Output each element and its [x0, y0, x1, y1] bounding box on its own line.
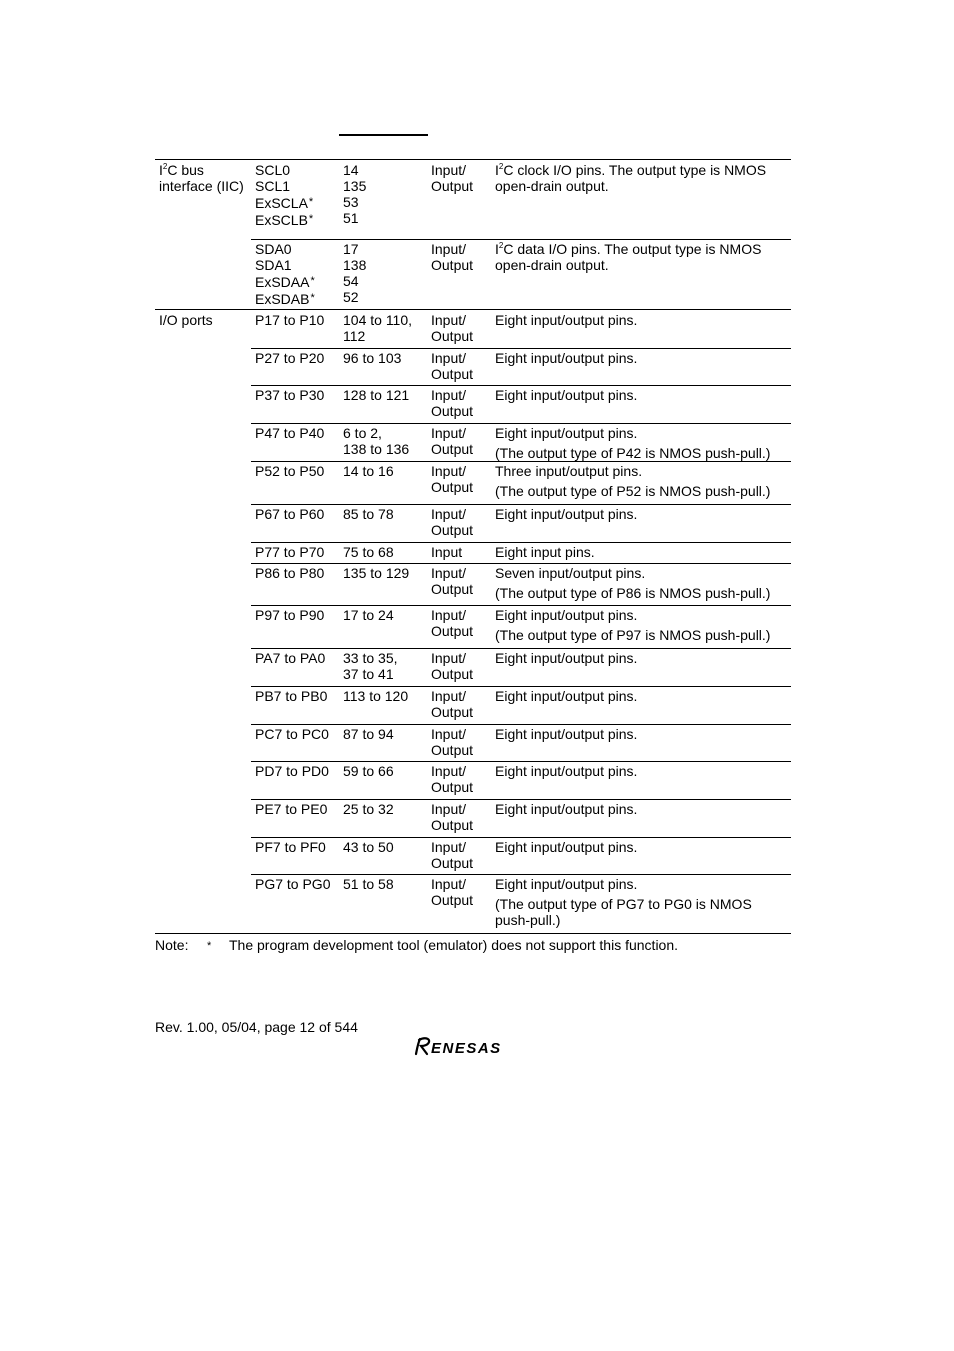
description-cell [495, 387, 791, 403]
pin-symbol: PD7 to PD0 [255, 763, 329, 779]
io-direction: Input/ [431, 463, 467, 479]
description-line: Eight input/output pins. [495, 350, 638, 366]
io-direction: Input/ [431, 688, 467, 704]
io-direction: Output [431, 623, 474, 639]
io-cell [431, 650, 493, 682]
page-footer: Rev. 1.00, 05/04, page 12 of 544 [155, 1019, 358, 1035]
io-cell [431, 162, 493, 194]
description-line: Eight input/output pins. [495, 688, 638, 704]
description-cell [495, 801, 791, 817]
pin-number-cell [343, 425, 429, 457]
description-line: Eight input pins. [495, 544, 595, 560]
symbol-cell [255, 312, 341, 328]
pin-number: 112 [343, 328, 366, 344]
symbol-cell [255, 650, 341, 666]
description-line: Eight input/output pins. [495, 312, 638, 328]
pin-number: 128 to 121 [343, 387, 410, 403]
description-cell [495, 463, 791, 499]
pin-symbol: PC7 to PC0 [255, 726, 329, 742]
pin-symbol: ExSDAA* [255, 274, 315, 290]
table-row [251, 310, 791, 349]
table-row [251, 160, 791, 240]
io-direction: Input [431, 544, 463, 560]
description-line: Eight input/output pins. [495, 726, 638, 742]
table-row [251, 563, 791, 606]
symbol-cell [255, 425, 341, 441]
description-line: Eight input/output pins. [495, 387, 638, 403]
description-cell [495, 650, 791, 666]
description-line: (The output type of P42 is NMOS push-pull.) [495, 445, 771, 461]
symbol-cell [255, 726, 341, 742]
svg-text:ENESAS: ENESAS [431, 1040, 502, 1057]
io-direction: Output [431, 366, 474, 382]
description-cell [495, 565, 791, 601]
table-row [251, 504, 791, 543]
io-direction: Output [431, 704, 474, 720]
symbol-cell [255, 607, 341, 623]
pin-number-cell [343, 544, 429, 560]
io-direction: Output [431, 178, 474, 194]
table-row [251, 837, 791, 875]
table-row [251, 799, 791, 838]
pin-number: 135 to 129 [343, 565, 410, 581]
table-row [251, 348, 791, 386]
symbol-cell [255, 839, 341, 855]
note-label: Note: [155, 937, 189, 953]
pin-symbol: SDA0 [255, 241, 292, 257]
table-row [251, 724, 791, 762]
table-row [251, 461, 791, 505]
description-line: $I^2C$ data I/O pins. The output type is NMOS [495, 241, 762, 257]
pin-function-table [155, 159, 791, 934]
pin-number-cell [343, 387, 429, 403]
io-direction: Input/ [431, 763, 467, 779]
pin-symbol: PF7 to PF0 [255, 839, 326, 855]
pin-symbol: ExSCLA* [255, 195, 314, 211]
symbol-cell [255, 463, 341, 479]
pin-number: 33 to 35, [343, 650, 398, 666]
io-direction: Input/ [431, 425, 467, 441]
pin-number: 51 [343, 210, 359, 226]
note-text: The program development tool (emulator) does not support this function. [229, 937, 679, 953]
io-cell [431, 565, 493, 597]
pin-symbol: P37 to P30 [255, 387, 325, 403]
pin-symbol: PA7 to PA0 [255, 650, 326, 666]
symbol-cell [255, 801, 341, 817]
io-direction: Input/ [431, 350, 467, 366]
renesas-logo-mark [414, 1035, 534, 1057]
io-direction: Output [431, 779, 474, 795]
pin-number: 87 to 94 [343, 726, 394, 742]
io-direction: Output [431, 479, 474, 495]
pin-number: 104 to 110, [343, 312, 413, 328]
symbol-cell [255, 162, 341, 228]
io-direction: Input/ [431, 506, 467, 522]
description-line: (The output type of P52 is NMOS push-pull.) [495, 483, 771, 499]
io-cell [431, 726, 493, 758]
io-direction: Output [431, 441, 474, 457]
io-direction: Input/ [431, 565, 467, 581]
io-direction: Input/ [431, 387, 467, 403]
description-line: $I^2C$ clock I/O pins. The output type is NMOS [495, 162, 767, 178]
symbol-cell [255, 688, 341, 704]
table-row [251, 648, 791, 687]
pin-number-cell [343, 463, 429, 479]
pin-number: 113 to 120 [343, 688, 409, 704]
description-cell [495, 839, 791, 855]
description-cell [495, 312, 791, 328]
io-direction: Output [431, 817, 474, 833]
io-direction: Output [431, 581, 474, 597]
description-cell [495, 763, 791, 779]
description-line: Seven input/output pins. [495, 565, 646, 581]
io-direction: Input/ [431, 876, 467, 892]
pin-number-cell [343, 876, 429, 892]
pin-number-cell [343, 839, 429, 855]
io-cell [431, 425, 493, 457]
io-direction: Output [431, 855, 474, 871]
pin-number: 43 to 50 [343, 839, 394, 855]
pin-symbol: P67 to P60 [255, 506, 325, 522]
function-cell [159, 162, 249, 194]
pin-number-cell [343, 350, 429, 366]
description-line: Eight input/output pins. [495, 506, 638, 522]
description-cell [495, 726, 791, 742]
description-line: Three input/output pins. [495, 463, 643, 479]
description-cell [495, 162, 791, 194]
io-direction: Input/ [431, 312, 467, 328]
pin-number: 17 to 24 [343, 607, 394, 623]
pin-symbol: PB7 to PB0 [255, 688, 328, 704]
symbol-cell [255, 763, 341, 779]
table-row [251, 686, 791, 725]
pin-number-cell [343, 241, 429, 305]
description-line: (The output type of P97 is NMOS push-pull.) [495, 627, 771, 643]
pin-number: 138 [343, 257, 367, 273]
io-direction: Input/ [431, 607, 467, 623]
description-cell [495, 241, 791, 273]
description-cell [495, 607, 791, 643]
function-cell [159, 312, 249, 328]
description-line: (The output type of PG7 to PG0 is NMOS [495, 896, 752, 912]
symbol-cell [255, 565, 341, 581]
pin-number-cell [343, 312, 429, 344]
description-cell [495, 688, 791, 704]
description-line: push-pull.) [495, 912, 561, 928]
symbol-cell [255, 387, 341, 403]
description-cell [495, 350, 791, 366]
pin-number: 96 to 103 [343, 350, 402, 366]
description-cell [495, 544, 791, 560]
description-cell [495, 506, 791, 522]
io-direction: Output [431, 666, 474, 682]
pin-symbol: P86 to P80 [255, 565, 325, 581]
pin-number: 51 to 58 [343, 876, 394, 892]
io-cell [431, 506, 493, 538]
pin-number: 135 [343, 178, 367, 194]
io-cell [431, 688, 493, 720]
pin-symbol: P52 to P50 [255, 463, 325, 479]
header-rule [339, 134, 428, 136]
io-cell [431, 350, 493, 382]
io-direction: Output [431, 403, 474, 419]
pin-number: 53 [343, 194, 359, 210]
pin-symbol: SCL0 [255, 162, 291, 178]
pin-number: 52 [343, 289, 359, 305]
pin-symbol: PG7 to PG0 [255, 876, 331, 892]
note-marker: * [207, 940, 212, 952]
pin-number-cell [343, 801, 429, 817]
pin-number: 14 [343, 162, 359, 178]
io-cell [431, 876, 493, 908]
io-direction: Input/ [431, 650, 467, 666]
function-label: I/O ports [159, 312, 213, 328]
table-row [251, 423, 791, 462]
table-group [155, 310, 791, 934]
pin-number-cell [343, 650, 429, 682]
pin-symbol: PE7 to PE0 [255, 801, 328, 817]
function-label: interface (IIC) [159, 178, 244, 194]
description-line: Eight input/output pins. [495, 650, 638, 666]
table-row [251, 761, 791, 800]
pin-symbol: P17 to P10 [255, 312, 325, 328]
pin-symbol: ExSCLB* [255, 212, 314, 228]
pin-number-cell [343, 565, 429, 581]
pin-number: 59 to 66 [343, 763, 394, 779]
io-direction: Output [431, 328, 474, 344]
table-row [251, 605, 791, 649]
description-line: open-drain output. [495, 178, 609, 194]
pin-number: 54 [343, 273, 359, 289]
io-direction: Input/ [431, 801, 467, 817]
io-cell [431, 801, 493, 833]
pin-symbol: SCL1 [255, 178, 291, 194]
pin-number-cell [343, 607, 429, 623]
table-row [251, 385, 791, 424]
pin-number: 17 [343, 241, 359, 257]
io-direction: Input/ [431, 839, 467, 855]
symbol-cell [255, 544, 341, 560]
io-cell [431, 839, 493, 871]
pin-number: 75 to 68 [343, 544, 394, 560]
io-cell [431, 763, 493, 795]
io-cell [431, 387, 493, 419]
io-cell [431, 544, 493, 560]
pin-number: 25 to 32 [343, 801, 394, 817]
io-direction: Output [431, 742, 474, 758]
description-line: Eight input/output pins. [495, 876, 638, 892]
io-cell [431, 312, 493, 344]
pin-number: 37 to 41 [343, 666, 394, 682]
pin-symbol: P27 to P20 [255, 350, 325, 366]
table-row [251, 542, 791, 564]
io-direction: Input/ [431, 241, 467, 257]
pin-number: 6 to 2, [343, 425, 382, 441]
description-cell [495, 425, 791, 461]
symbol-cell [255, 506, 341, 522]
description-line: Eight input/output pins. [495, 839, 638, 855]
pin-number: 138 to 136 [343, 441, 410, 457]
pin-number-cell [343, 506, 429, 522]
io-cell [431, 241, 493, 273]
io-direction: Input/ [431, 162, 467, 178]
description-line: (The output type of P86 is NMOS push-pull.) [495, 585, 771, 601]
io-cell [431, 463, 493, 495]
table-group [155, 160, 791, 310]
io-direction: Input/ [431, 726, 467, 742]
description-line: Eight input/output pins. [495, 425, 638, 441]
io-direction: Output [431, 522, 474, 538]
io-direction: Output [431, 257, 474, 273]
function-label: $I^2C$ bus [159, 162, 204, 178]
description-line: Eight input/output pins. [495, 763, 638, 779]
pin-number-cell [343, 688, 429, 704]
pin-number-cell [343, 726, 429, 742]
description-line: open-drain output. [495, 257, 609, 273]
pin-symbol: P47 to P40 [255, 425, 325, 441]
pin-number-cell [343, 162, 429, 226]
pin-number: 85 to 78 [343, 506, 394, 522]
symbol-cell [255, 876, 341, 892]
symbol-cell [255, 350, 341, 366]
pin-symbol: ExSDAB* [255, 291, 315, 307]
description-line: Eight input/output pins. [495, 801, 638, 817]
io-direction: Output [431, 892, 474, 908]
pin-symbol: SDA1 [255, 257, 292, 273]
pin-symbol: P77 to P70 [255, 544, 325, 560]
description-cell [495, 876, 791, 928]
table-row [251, 874, 791, 933]
description-line: Eight input/output pins. [495, 607, 638, 623]
symbol-cell [255, 241, 341, 307]
table-note [155, 937, 678, 953]
pin-number-cell [343, 763, 429, 779]
renesas-logo [414, 1035, 534, 1060]
table-row [251, 239, 791, 309]
io-cell [431, 607, 493, 639]
pin-number: 14 to 16 [343, 463, 394, 479]
pin-symbol: P97 to P90 [255, 607, 325, 623]
